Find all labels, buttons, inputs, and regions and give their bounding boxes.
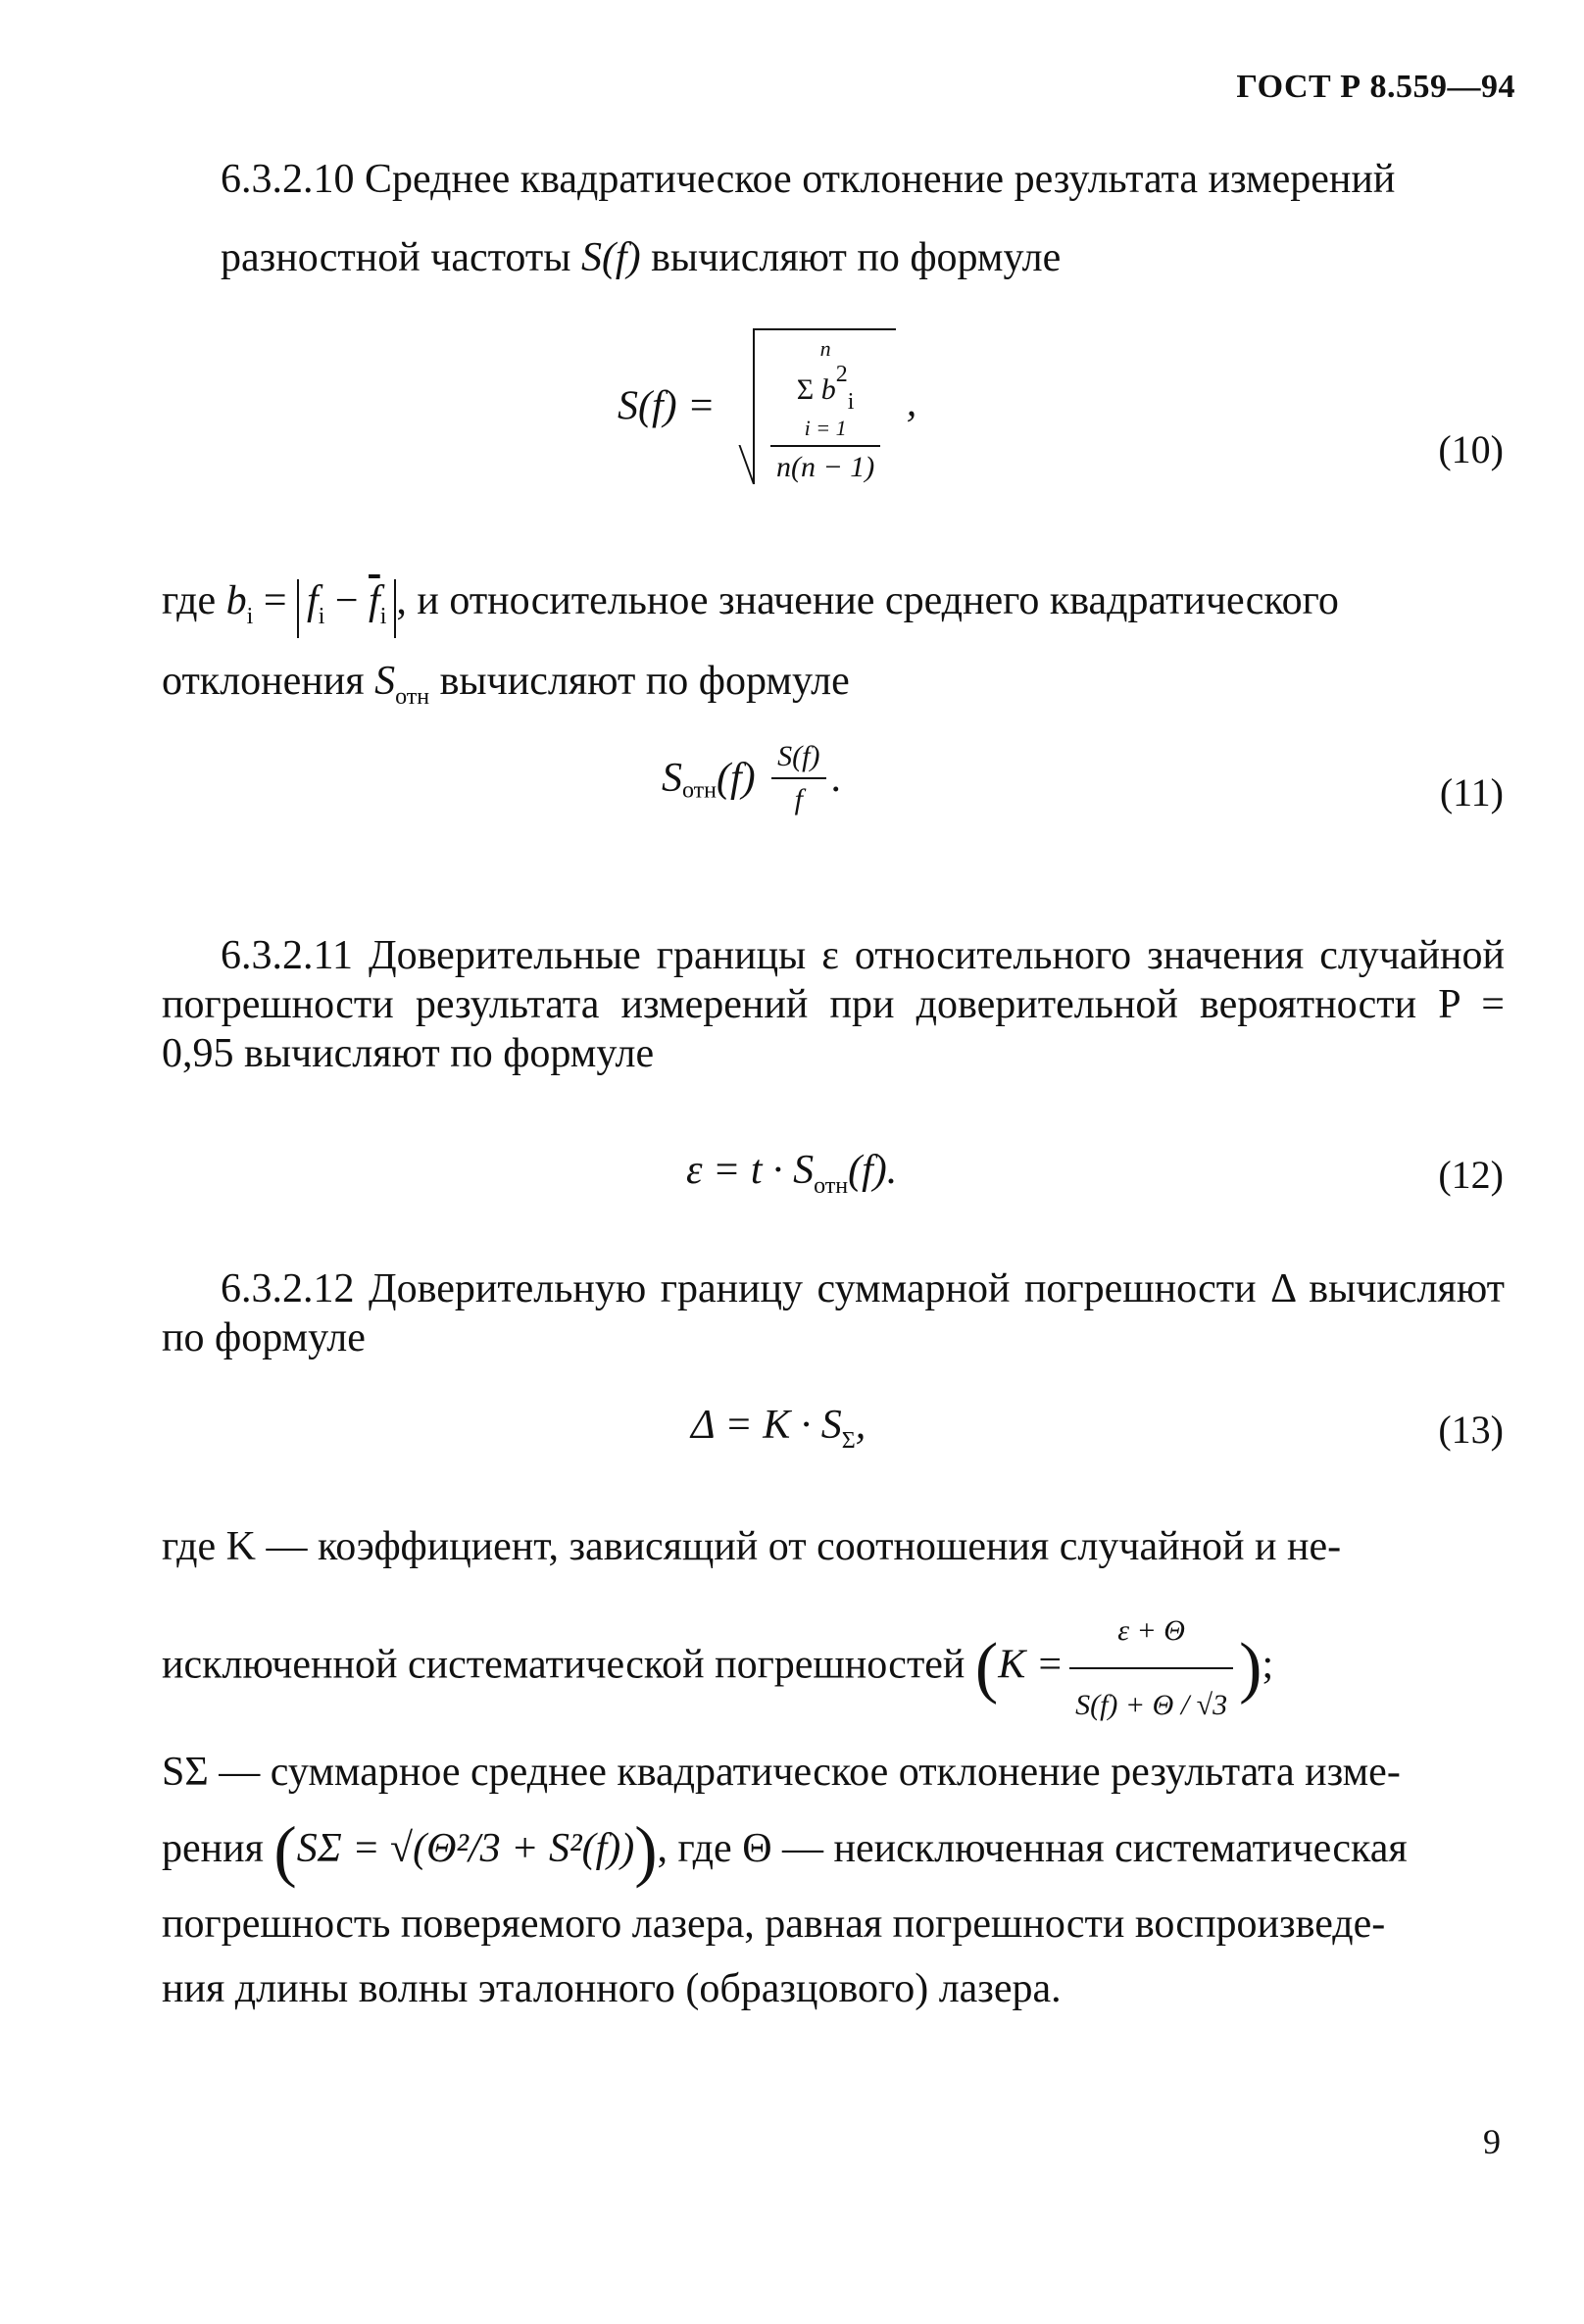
where-k-line2-pre: исключенной систематической погрешностей (162, 1642, 975, 1688)
eq13-trail: , (855, 1403, 866, 1448)
where-b-line1 (162, 569, 1505, 649)
eq13-number: (13) (1438, 1408, 1504, 1452)
s10-line2-post: вычисляют по формуле (640, 235, 1062, 280)
eq10-numerator (770, 336, 880, 447)
where-b-line2 (162, 649, 1505, 729)
s-sigma-line2-pre: рения (162, 1826, 274, 1871)
eq10-sum-idx: i (847, 389, 855, 415)
abs-f: f (307, 578, 319, 623)
eq11-number: (11) (1439, 770, 1504, 815)
eq10-number: (10) (1438, 427, 1504, 471)
eq12-S: S (793, 1148, 815, 1193)
abs-minus: − (324, 578, 370, 623)
eq10-fraction (770, 336, 880, 484)
where-b-line2-post: вычисляют по формуле (429, 659, 850, 704)
eq11-numerator: S(f) (771, 740, 825, 779)
where-b-symbol: b (225, 578, 247, 623)
where-b-post: , и относительное значение среднего квадратического (396, 578, 1339, 623)
equation-12 (686, 1147, 897, 1200)
k-numerator: ε + Θ (1069, 1599, 1233, 1669)
eq10-sum-term: b (820, 373, 836, 406)
where-b-S: S (374, 659, 396, 704)
eq10-sum-exp: 2 (835, 362, 848, 387)
eq13-sub: Σ (841, 1428, 856, 1454)
eq11-arg: (f) (717, 756, 756, 801)
eq12-S-sub: отн (814, 1173, 849, 1199)
where-b-pre: где (162, 578, 226, 623)
eq11-S-sub: отн (682, 777, 718, 804)
paren-close: ) (1239, 1630, 1262, 1706)
eq10-sum-sign: Σ (796, 373, 815, 406)
page-number: 9 (1483, 2122, 1501, 2161)
s10-line2 (162, 225, 1505, 290)
k-fraction (1069, 1599, 1233, 1738)
eq12-number: (12) (1438, 1153, 1504, 1197)
abs-fbar: $\overline{f}$ (369, 578, 380, 623)
s-sigma-formula: SΣ = √(Θ²/3 + S²(f)) (296, 1826, 635, 1871)
equation-13 (691, 1402, 866, 1455)
where-b-line2-pre: отклонения (162, 659, 375, 704)
eq10-sum-bottom: i = 1 (804, 416, 847, 440)
eq10-denominator: n(n − 1) (775, 451, 875, 483)
s-sigma-line4: ния длины волны эталонного (образцового) лазера. (162, 1966, 1062, 2012)
eq11-fraction (771, 740, 825, 816)
s-sigma-line2 (162, 1813, 1505, 1890)
section-6-3-2-11: 6.3.2.11 Доверительные границы ε относительного значения случайной погрешности результата измерений при доверительной вероятности P = 0,95 вычисляют по формуле (162, 933, 1505, 1076)
doc-header: ГОСТ Р 8.559—94 (1236, 69, 1515, 105)
abs-fbar-index: i (379, 604, 387, 629)
eq12-pre: ε = t · (686, 1148, 794, 1193)
equation-10 (618, 328, 916, 484)
eq10-trail: , (906, 380, 917, 426)
eq11-S: S (662, 756, 682, 801)
equation-11 (662, 740, 842, 816)
section-6-3-2-10 (162, 147, 1505, 290)
eq12-arg: (f). (848, 1148, 898, 1193)
s-sigma-line2-post: , где Θ — неисключенная систематическая (657, 1826, 1408, 1871)
paren-open: ( (974, 1630, 999, 1706)
s10-line1: 6.3.2.10 Среднее квадратическое отклонение результата измерений (221, 157, 1396, 202)
eq13-text: Δ = K · S (691, 1403, 842, 1448)
eq10-lhs: S(f) = (618, 383, 716, 429)
where-b-eq: = (253, 578, 298, 623)
where-b-abs (297, 579, 396, 638)
s-sigma-line1: SΣ — суммарное среднее квадратическое отклонение результата изме- (162, 1750, 1401, 1795)
eq11-denominator: f (794, 783, 803, 816)
where-k-trail: ; (1262, 1642, 1274, 1688)
k-denominator: S(f) + Θ / √3 (1075, 1689, 1228, 1721)
abs-f-index: i (318, 604, 325, 629)
paren-open-2: ( (273, 1813, 297, 1890)
s10-line2-pre: разностной частоты (221, 235, 581, 280)
where-b-index: i (246, 604, 254, 629)
section-6-3-2-12: 6.3.2.12 Доверительную границу суммарной погрешности Δ вычисляют по формуле (162, 1266, 1505, 1360)
eq11-trail: . (831, 756, 842, 801)
s-sigma-paragraph (162, 1740, 1505, 2021)
s-sigma-line3: погрешность поверяемого лазера, равная погрешности воспроизведе- (162, 1902, 1386, 1948)
eq10-sum-top: n (819, 336, 831, 361)
where-k-line2 (162, 1599, 1505, 1738)
where-b-S-sub: отн (395, 684, 430, 710)
where-k-paragraph (162, 1514, 1505, 1738)
s10-symbol: S(f) (580, 235, 641, 280)
where-b-paragraph (162, 569, 1505, 729)
eq10-sqrt (753, 328, 896, 484)
where-k-line1: где K — коэффициент, зависящий от соотношения случайной и не- (162, 1524, 1342, 1569)
k-eq: K = (998, 1642, 1064, 1688)
paren-close-2: ) (634, 1813, 658, 1890)
